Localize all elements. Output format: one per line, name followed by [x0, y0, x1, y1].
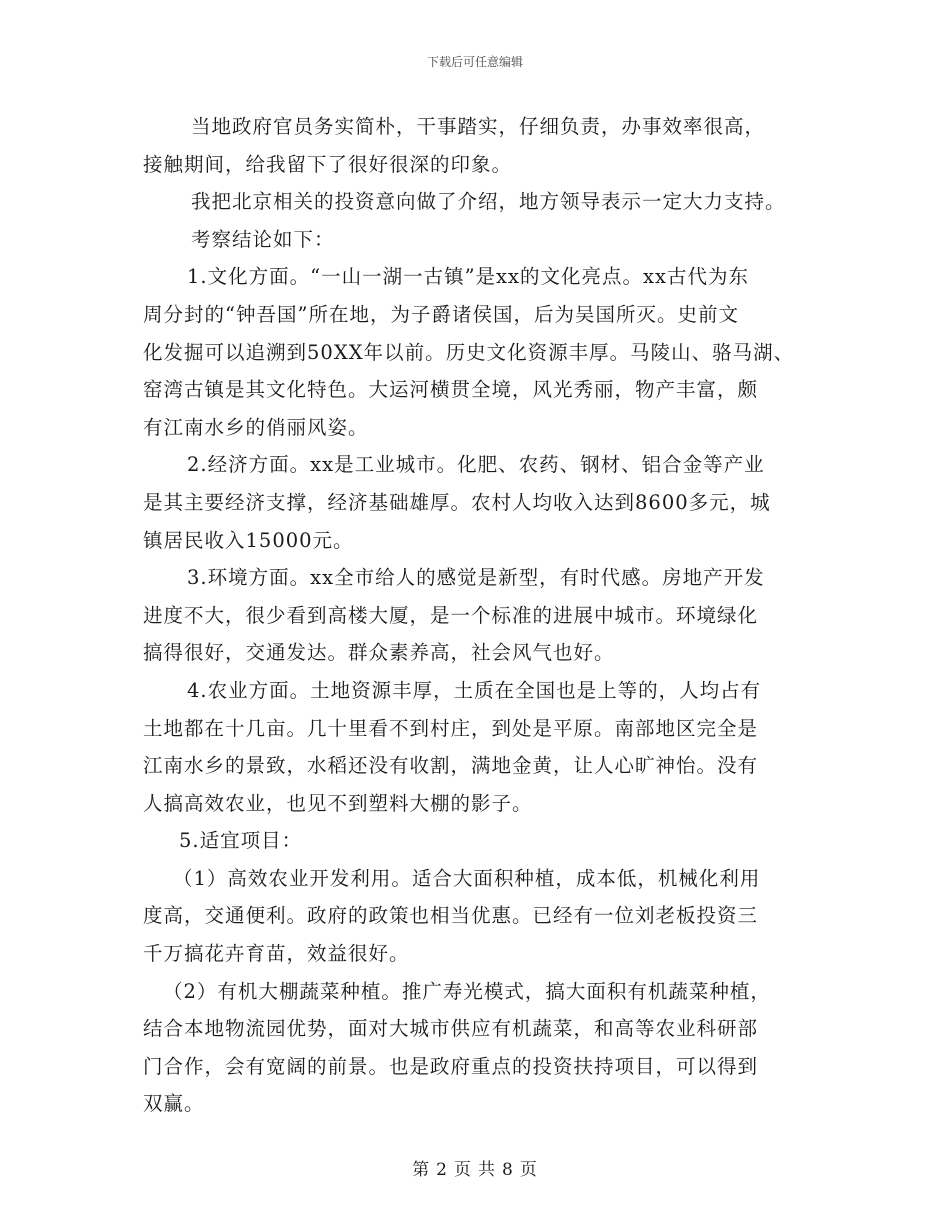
- paragraph: [143, 860, 813, 973]
- paragraph-line: 门合作，会有宽阔的前景。也是政府重点的投资扶持项目，可以得到: [143, 1054, 759, 1078]
- paragraph-line: 搞得很好，交通发达。群众素养高，社会风气也好。: [143, 641, 615, 665]
- paragraph-line: 化发掘可以追溯到50XX年以前。历史文化资源丰厚。马陵山、骆马湖、: [143, 340, 795, 364]
- paragraph: [143, 183, 813, 221]
- paragraph-line: 是其主要经济支撑，经济基础雄厚。农村人均收入达到8600多元，城: [143, 490, 771, 514]
- paragraph-line: 人搞高效农业，也见不到塑料大棚的影子。: [143, 791, 533, 815]
- paragraph: [143, 258, 813, 446]
- paragraph-line: 2.经济方面。xx是工业城市。化肥、农药、钢材、铝合金等产业: [187, 453, 765, 477]
- page-footer: [0, 1155, 950, 1180]
- paragraph: [143, 446, 813, 559]
- footer-page-unit: 页: [454, 1160, 472, 1180]
- paragraph-line: 5.适宜项目：: [179, 829, 303, 853]
- document-body: [143, 108, 813, 1123]
- paragraph-line: 度高，交通便利。政府的政策也相当优惠。已经有一位刘老板投资三: [143, 904, 759, 928]
- paragraph: [143, 108, 813, 183]
- paragraph-line: 镇居民收入15000元。: [143, 528, 354, 552]
- paragraph-line: 江南水乡的景致，水稻还没有收割，满地金黄，让人心旷神怡。没有: [143, 754, 759, 778]
- footer-total-unit: 页: [519, 1160, 538, 1180]
- paragraph: [143, 973, 813, 1123]
- paragraph-line: 有江南水乡的俏丽风姿。: [143, 415, 369, 439]
- paragraph-line: 3.环境方面。xx全市给人的感觉是新型，有时代感。房地产开发: [187, 566, 765, 590]
- paragraph-line: 1.文化方面。“一山一湖一古镇”是xx的文化亮点。xx古代为东: [187, 265, 750, 289]
- paragraph: [143, 672, 813, 822]
- footer-total-pages: 8: [502, 1160, 514, 1180]
- paragraph-line: 结合本地物流园优势，面对大城市供应有机蔬菜，和高等农业科研部: [143, 1017, 759, 1041]
- paragraph: [143, 822, 813, 860]
- footer-current-page: 2: [436, 1160, 448, 1180]
- paragraph-line: 考察结论如下：: [191, 227, 335, 251]
- paragraph-line: 双赢。: [143, 1092, 205, 1116]
- paragraph-line: 当地政府官员务实简朴，干事踏实，仔细负责，办事效率很高，: [191, 115, 766, 138]
- paragraph-line: 窑湾古镇是其文化特色。大运河横贯全境，风光秀丽，物产丰富，颇: [143, 378, 759, 402]
- footer-page-word: 第: [412, 1160, 431, 1180]
- document-header-note: 下载后可任意编辑: [426, 55, 523, 69]
- paragraph-line: 周分封的“钟吾国”所在地，为子爵诸侯国，后为吴国所灭。史前文: [143, 302, 739, 326]
- paragraph-line: 我把北京相关的投资意向做了介绍，地方领导表示一定大力支持。: [191, 190, 786, 214]
- paragraph-line: 4.农业方面。土地资源丰厚，土质在全国也是上等的，人均占有: [187, 678, 762, 702]
- paragraph-line: 土地都在十几亩。几十里看不到村庄，到处是平原。南部地区完全是: [143, 716, 759, 740]
- paragraph-line: 进度不大，很少看到高楼大厦，是一个标准的进展中城市。环境绿化: [143, 603, 759, 627]
- footer-total-word: 共: [478, 1160, 496, 1180]
- paragraph: [143, 559, 813, 672]
- paragraph-line: （2）有机大棚蔬菜种植。推广寿光模式，搞大面积有机蔬菜种植，: [163, 979, 771, 1003]
- paragraph: [143, 221, 813, 259]
- paragraph-line: （1）高效农业开发利用。适合大面积种植，成本低，机械化利用: [173, 866, 761, 890]
- paragraph-line: 接触期间，给我留下了很好很深的印象。: [143, 152, 513, 176]
- paragraph-line: 千万搞花卉育苗，效益很好。: [143, 942, 410, 966]
